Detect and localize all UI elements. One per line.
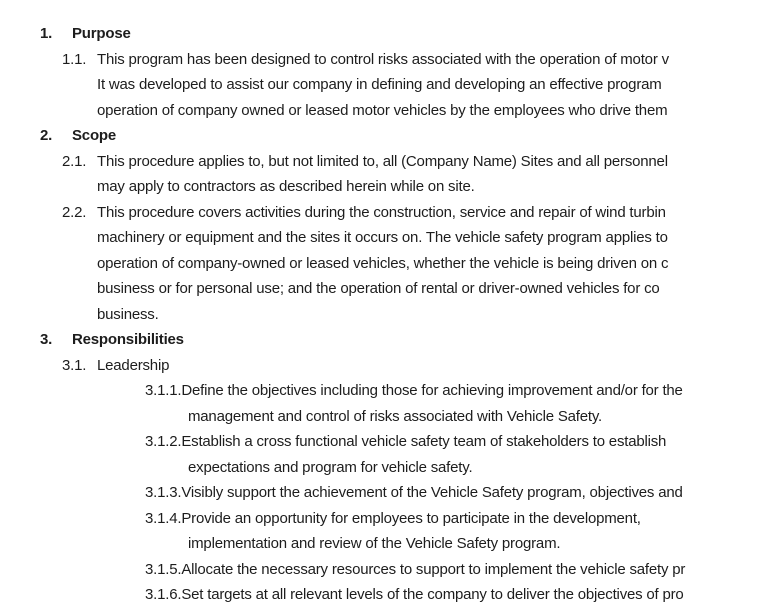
list-number: 2.1.: [62, 152, 87, 170]
item-1-1-line2: [0, 72, 768, 98]
paragraph-text: This procedure applies to, but not limited to, all (Company Name) Sites and all personnel: [97, 152, 668, 170]
item-3-1-leadership: [0, 353, 768, 379]
paragraph-text: Leadership: [97, 356, 170, 374]
item-1-1-line3: [0, 98, 768, 124]
list-number: 1.1.: [62, 50, 87, 68]
list-number: 3.1.4.: [145, 509, 182, 527]
list-number: 3.1.2.: [145, 433, 182, 450]
item-3-1-3-line1: [0, 480, 768, 506]
list-number: 2.2.: [62, 203, 87, 221]
item-3-1-1-line1: [0, 378, 768, 404]
item-2-2-line1: [0, 200, 768, 226]
paragraph-text: expectations and program for vehicle safety.: [188, 458, 473, 476]
item-2-2-line3: [0, 251, 768, 277]
paragraph-text: Visibly support the achievement of the Vehicle Safety program, objectives and: [181, 484, 683, 501]
heading-text: Responsibilities: [72, 331, 184, 348]
item-2-2-line5: [0, 302, 768, 328]
paragraph-text: machinery or equipment and the sites it occurs on. The vehicle safety program applies to: [97, 229, 668, 246]
item-3-1-4-line2: [0, 531, 768, 557]
heading-responsibilities: [0, 327, 768, 353]
paragraph-text: business or for personal use; and the operation of rental or driver-owned vehicles for co: [97, 280, 660, 297]
paragraph-text: may apply to contractors as described herein while on site.: [97, 178, 475, 195]
paragraph-text: Define the objectives including those for achieving improvement and/or for the: [181, 382, 683, 399]
paragraph-text: Allocate the necessary resources to support to implement the vehicle safety pr: [181, 560, 686, 578]
heading-text: Purpose: [72, 25, 131, 42]
list-number: 1.: [40, 25, 53, 42]
item-3-1-5-line1: [0, 557, 768, 583]
list-number: 3.1.6.: [145, 586, 182, 603]
heading-purpose: [0, 21, 768, 47]
paragraph-text: operation of company owned or leased motor vehicles by the employees who drive them: [97, 101, 668, 119]
list-number: 2.: [40, 127, 53, 144]
list-number: 3.1.5.: [145, 560, 182, 578]
heading-text: Scope: [72, 127, 117, 144]
paragraph-text: Set targets at all relevant levels of the company to deliver the objectives of pro: [181, 586, 684, 603]
paragraph-text: management and control of risks associated with Vehicle Safety.: [188, 407, 603, 425]
heading-scope: [0, 123, 768, 149]
paragraph-text: This program has been designed to control risks associated with the operation of motor v: [97, 50, 669, 68]
paragraph-text: implementation and review of the Vehicle Safety program.: [188, 535, 561, 552]
list-number: 3.1.: [62, 356, 87, 374]
item-1-1-line1: [0, 47, 768, 73]
list-number: 3.: [40, 331, 53, 348]
item-2-2-line4: [0, 276, 768, 302]
list-number: 3.1.1.: [145, 382, 182, 399]
item-3-1-2-line1: [0, 429, 768, 455]
paragraph-text: This procedure covers activities during the construction, service and repair of wind turbin: [97, 203, 666, 221]
paragraph-text: Provide an opportunity for employees to participate in the development,: [181, 509, 641, 527]
item-3-1-2-line2: [0, 455, 768, 481]
item-3-1-4-line1: [0, 506, 768, 532]
list-number: 3.1.3.: [145, 484, 182, 501]
paragraph-text: It was developed to assist our company in defining and developing an effective program: [97, 76, 662, 93]
item-3-1-6-line1: [0, 582, 768, 605]
paragraph-text: operation of company-owned or leased vehicles, whether the vehicle is being driven on c: [97, 254, 669, 272]
paragraph-text: Establish a cross functional vehicle safety team of stakeholders to establish: [181, 433, 667, 450]
paragraph-text: business.: [97, 305, 159, 323]
item-2-1-line2: [0, 174, 768, 200]
item-3-1-1-line2: [0, 404, 768, 430]
item-2-1-line1: [0, 149, 768, 175]
item-2-2-line2: [0, 225, 768, 251]
